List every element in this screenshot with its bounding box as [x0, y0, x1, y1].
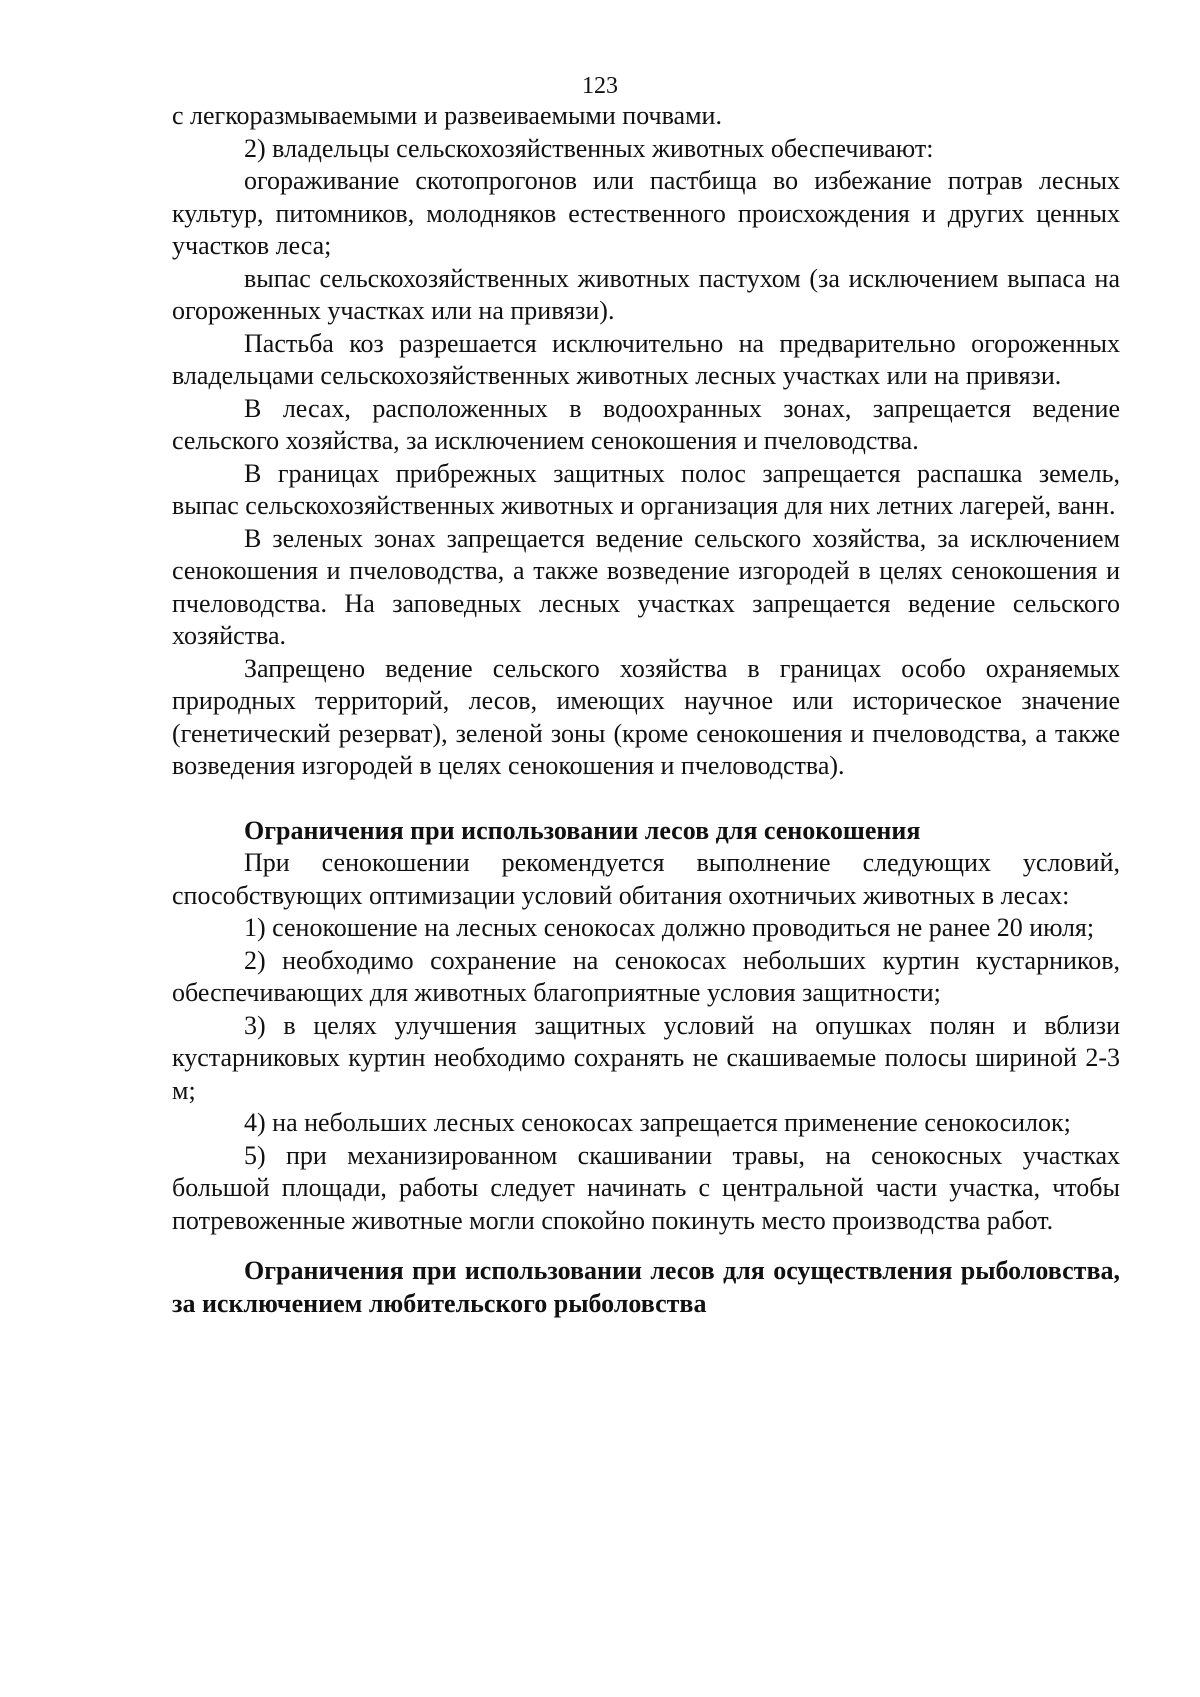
section-heading-fishing: Ограничения при использовании лесов для осуществления рыболовства, за исключением любительского рыболовства — [172, 1256, 1120, 1318]
paragraph-water-protection-zones: В лесах, расположенных в водоохранных зонах, запрещается ведение сельского хозяйства, за исключением сенокошения и пчеловодства. — [172, 393, 1120, 455]
list-item-2: 2) необходимо сохранение на сенокосах небольших куртин кустарников, обеспечивающих для животных благоприятные условия защитности; — [172, 945, 1120, 1007]
paragraph-continuation: с легкоразмываемыми и развеиваемыми почвами. — [172, 101, 722, 130]
page-number: 123 — [582, 73, 618, 99]
paragraph-coastal-strips: В границах прибрежных защитных полос запрещается распашка земель, выпас сельскохозяйственных животных и организация для них летних лагерей, ванн. — [172, 458, 1120, 520]
section-gap — [172, 783, 1120, 815]
paragraph-shepherd-grazing: выпас сельскохозяйственных животных пастухом (за исключением выпаса на огороженных участках или на привязи). — [172, 263, 1120, 325]
paragraph-fencing: огораживание скотопрогонов или пастбища во избежание потрав лесных культур, питомников, молодняков естественного происхождения и других ценных участков леса; — [172, 166, 1120, 260]
list-item-5: 5) при механизированном скашивании травы, на сенокосных участках большой площади, работы следует начинать с центральной части участка, чтобы потревоженные животные могли спокойно покинуть место производства работ. — [172, 1140, 1120, 1235]
list-item-4: 4) на небольших лесных сенокосах запрещается применение сенокосилок; — [244, 1108, 1071, 1137]
document-body — [172, 100, 1120, 1320]
section-heading-haymaking: Ограничения при использовании лесов для сенокошения — [244, 815, 921, 845]
list-item-3: 3) в целях улучшения защитных условий на опушках полян и вблизи кустарниковых куртин необходимо сохранять не скашиваемые полосы шириной 2-3 м; — [172, 1010, 1120, 1105]
paragraph-protected-territories: Запрещено ведение сельского хозяйства в границах особо охраняемых природных территорий, лесов, имеющих научное или историческое значение (генетический резерват), зеленой зоны (кроме сенокошения и пчеловодства, а также возведения изгородей в целях сенокошения и пчеловодства). — [172, 653, 1120, 780]
section-gap — [172, 1237, 1120, 1255]
paragraph-goat-grazing: Пастьба коз разрешается исключительно на предварительно огороженных владельцами сельскохозяйственных животных лесных участках или на привязи. — [172, 328, 1120, 390]
paragraph-green-zones: В зеленых зонах запрещается ведение сельского хозяйства, за исключением сенокошения и пчеловодства, а также возведение изгородей в целях сенокошения и пчеловодства. На заповедных лесных участках запрещается ведение сельского хозяйства. — [172, 523, 1120, 650]
paragraph-owners-obligations: 2) владельцы сельскохозяйственных животных обеспечивают: — [244, 133, 934, 163]
paragraph-haymaking-intro: При сенокошении рекомендуется выполнение следующих условий, способствующих оптимизации условий обитания охотничьих животных в лесах: — [172, 848, 1120, 910]
list-item-1: 1) сенокошение на лесных сенокосах должно проводиться не ранее 20 июля; — [244, 913, 1095, 942]
